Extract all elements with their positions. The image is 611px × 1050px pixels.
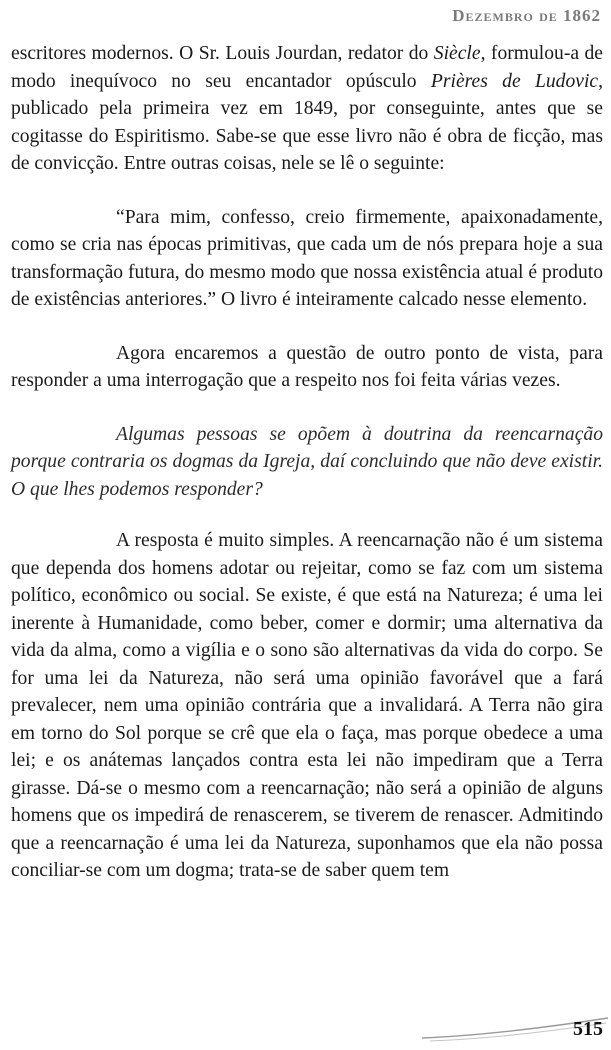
paragraph-intro-text-1: escritores modernos. O Sr. Louis Jourdan, redator do	[11, 43, 434, 64]
paragraph-gap	[11, 178, 603, 204]
paragraph-transition: Agora encaremos a questão de outro ponto de vista, para responder a uma interrogação que a respeito nos foi feita várias vezes.	[11, 342, 603, 391]
page-number: 515	[573, 1018, 603, 1040]
book-title-prieres: Prières de Ludovic	[430, 70, 599, 92]
paragraph-intro-text-2: , formulou-a de modo inequívoco no seu encantador opúsculo	[11, 43, 603, 92]
journal-title-siecle: Siècle	[433, 43, 481, 64]
paragraph-gap	[11, 395, 603, 421]
page-body	[11, 40, 603, 885]
paragraph-gap	[11, 503, 603, 527]
paragraph-intro	[11, 40, 603, 178]
paragraph-intro-text-3: , publicado pela primeira vez em 1849, por conseguinte, antes que se cogitasse do Espiritismo. Sabe-se que esse livro não é obra de ficção, mas de convicção. Entre outras coisas, nele se lê o seguinte:	[11, 70, 603, 174]
paragraph-answer: A resposta é muito simples. A reencarnação não é um sistema que dependa dos homens adotar ou rejeitar, como se faz com um sistema político, econômico ou social. Se existe, é que está na Natureza; é uma lei inerente à Humanidade, como beber, comer e dormir; uma alternativa da vida da alma, como a vigília e o sono são alternativas da vida do corpo. Se for uma lei da Natureza, não será uma opinião favorável que a fará prevalecer, nem uma opinião contrária que a invalidará. A Terra não gira em torno do Sol porque se crê que ela o faça, mas porque obedece a uma lei; e os anátemas lançados contra esta lei não impediram que a Terra girasse. Dá-se o mesmo com a reencarnação; não será a opinião de alguns homens que os impedirá de renascerem, se tiverem de renascer. Admitindo que a reencarnação é uma lei da Natureza, suponhamos que ela não possa conciliar-se com um dogma; trata-se de saber quem tem	[11, 530, 603, 881]
running-header: Dezembro de 1862	[452, 6, 601, 25]
paragraph-gap	[11, 314, 603, 340]
paragraph-quote: “Para mim, confesso, creio firmemente, apaixonadamente, como se cria nas épocas primitivas, que cada um de nós prepara hoje a sua transformação futura, do mesmo modo que nossa existência atual é produto de existências anteriores.” O livro é inteiramente calcado nesse elemento.	[11, 206, 603, 310]
paragraph-question: Algumas pessoas se opõem à doutrina da reencarnação porque contraria os dogmas da Igreja, daí concluindo que não deve existir. O que lhes podemos responder?	[11, 423, 603, 500]
